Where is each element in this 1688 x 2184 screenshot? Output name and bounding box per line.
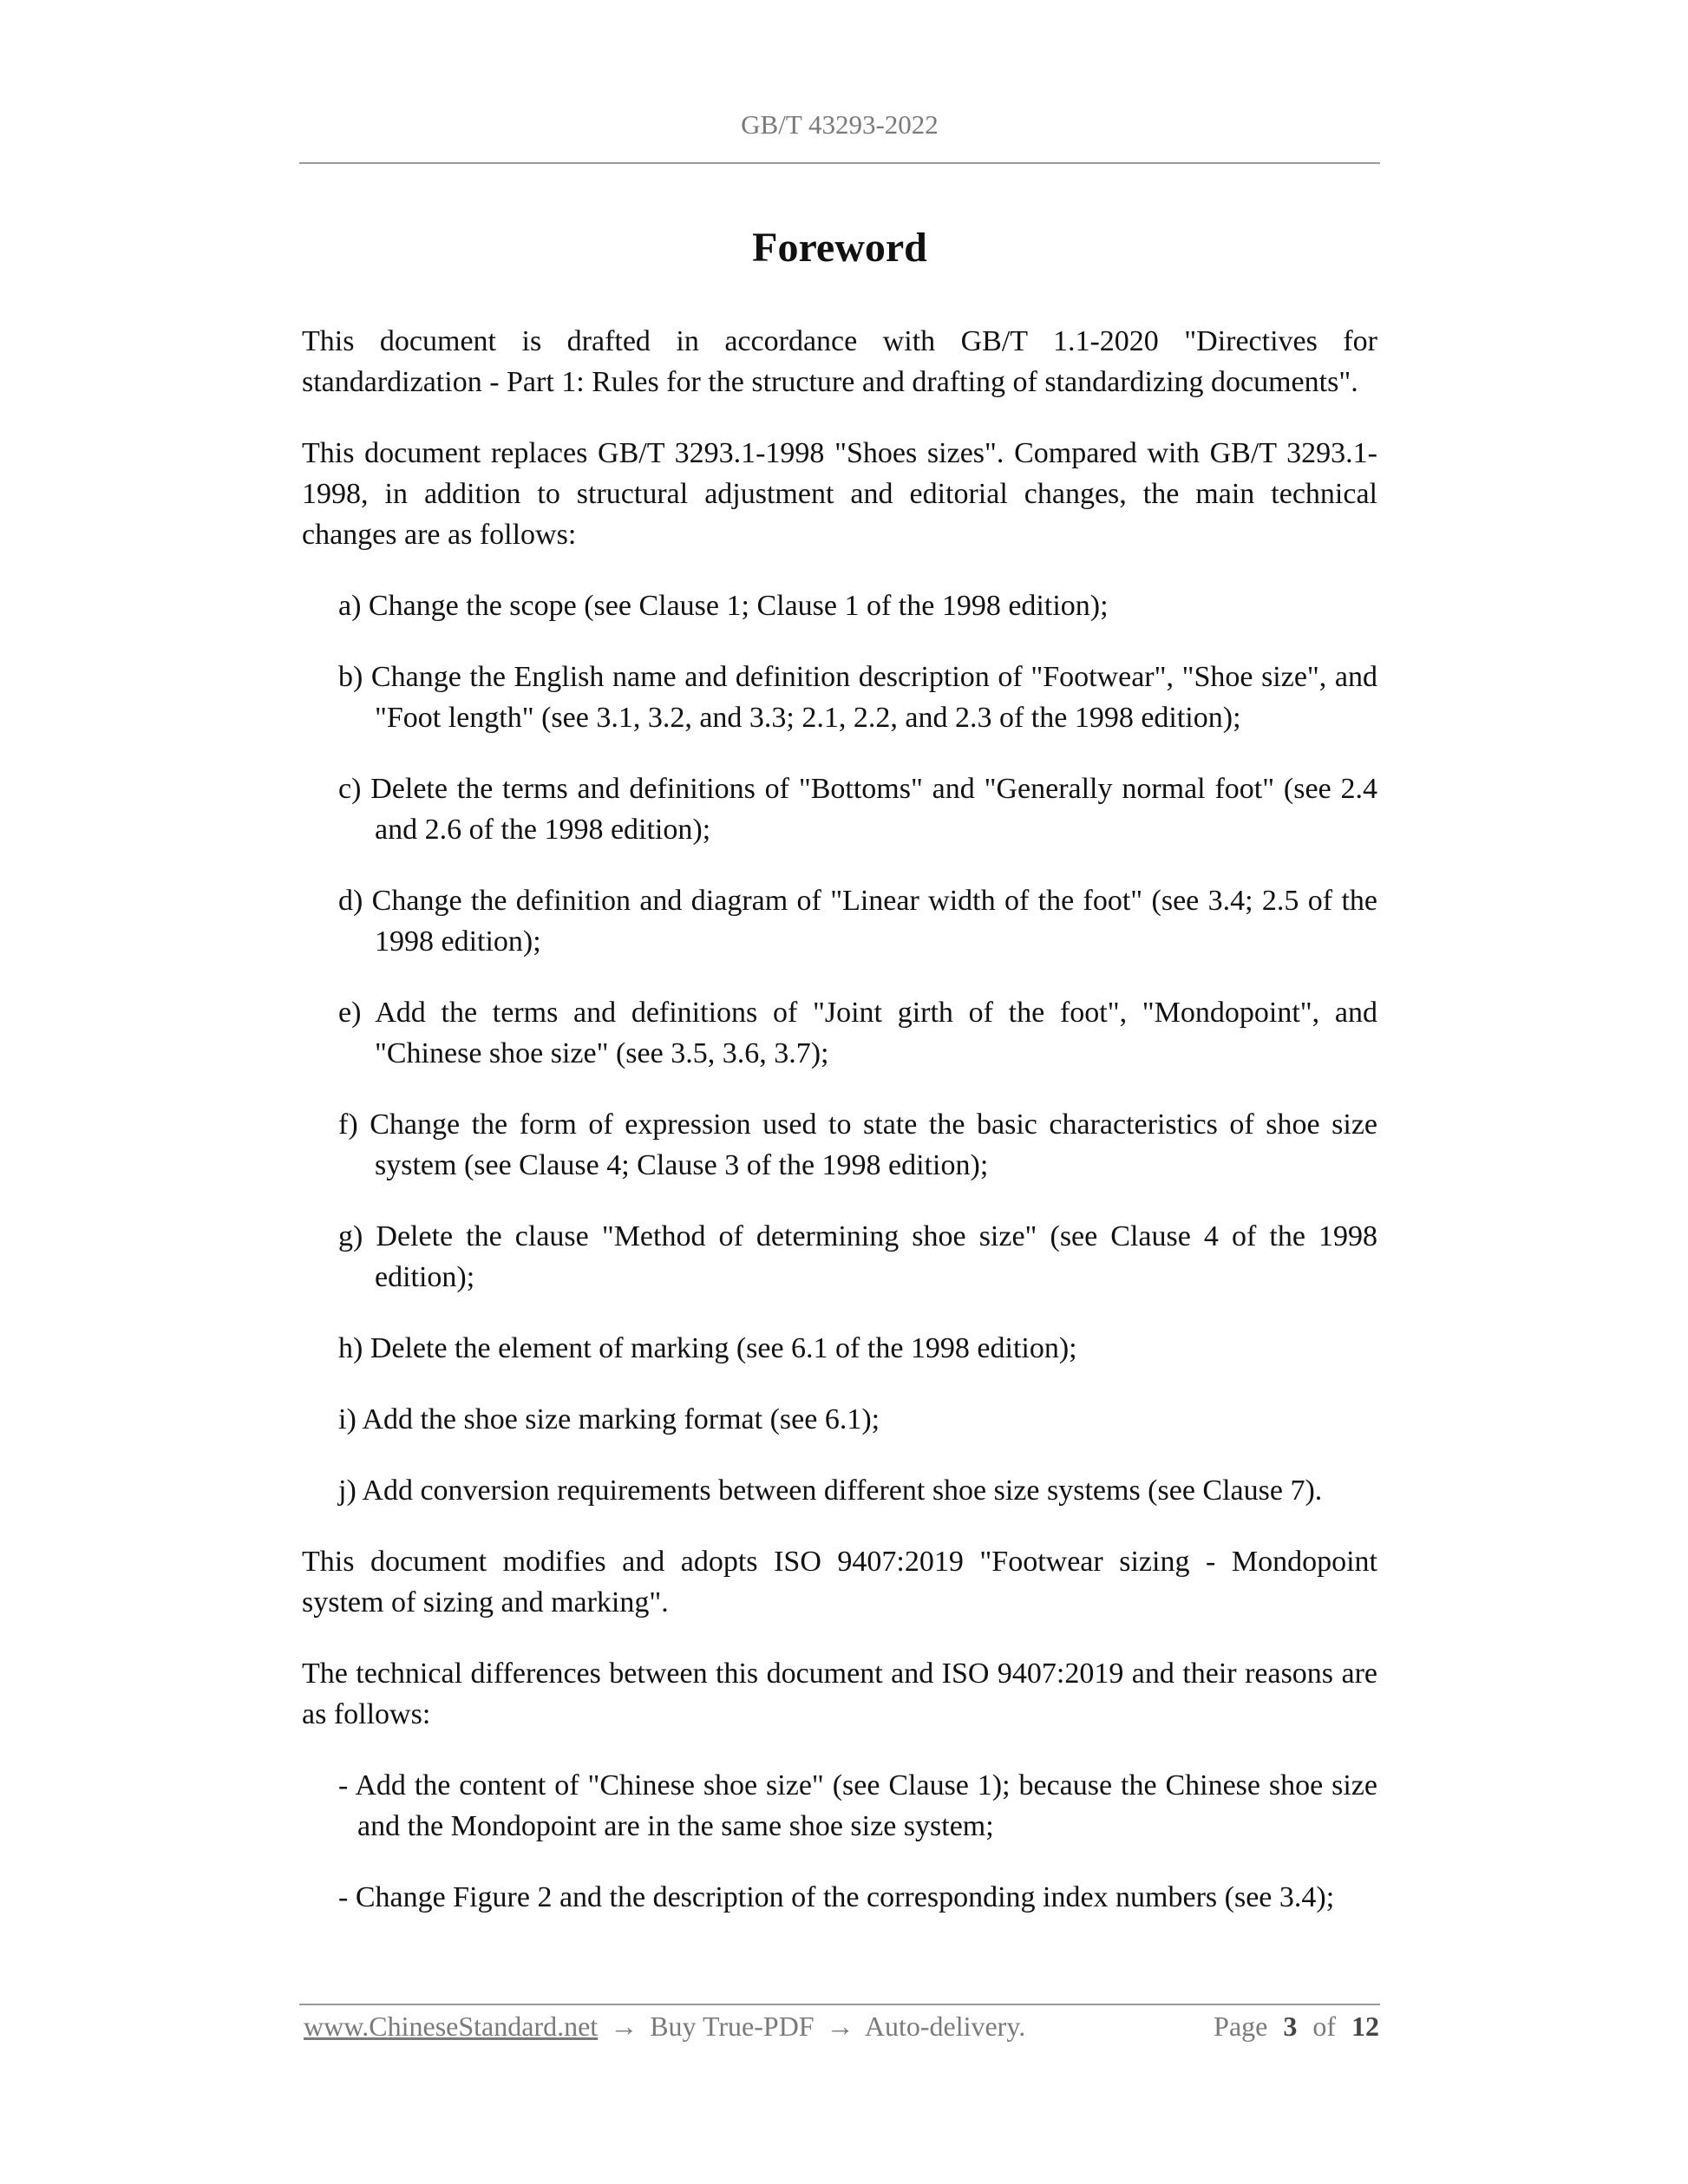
arrow-right-icon: → [610, 2011, 638, 2042]
list-item: e) Add the terms and definitions of "Joint girth of the foot", "Mondopoint", and "Chinese shoe size" (see 3.5, 3.6, 3.7); [338, 997, 1377, 1069]
intro-paragraph: This document is drafted in accordance with GB/T 1.1-2020 "Directives for standardization - Part 1: Rules for the structure and drafting of standardizing documents". [302, 325, 1377, 398]
differences-intro-paragraph: The technical differences between this document and ISO 9407:2019 and their reasons are as follows: [302, 1658, 1377, 1730]
list-item: b) Change the English name and definition description of "Footwear", "Shoe size", and "Foot length" (see 3.1, 3.2, and 3.3; 2.1, 2.2, and 2.3 of the 1998 edition); [338, 661, 1377, 734]
header-divider [299, 162, 1380, 164]
list-item: f) Change the form of expression used to state the basic characteristics of shoe size system (see Clause 4; Clause 3 of the 1998 edition); [338, 1108, 1377, 1181]
list-item: - Add the content of "Chinese shoe size" (see Clause 1); because the Chinese shoe size and the Mondopoint are in the same shoe size system; [338, 1769, 1377, 1842]
document-body [302, 321, 1377, 1948]
auto-delivery-text: Auto-delivery. [864, 2011, 1026, 2042]
list-item: a) Change the scope (see Clause 1; Clause 1 of the 1998 edition); [338, 590, 1109, 622]
site-link[interactable]: www.ChineseStandard.net [304, 2011, 599, 2042]
footer-divider [299, 2004, 1380, 2005]
page-of-label: of [1312, 2011, 1336, 2042]
page-current: 3 [1283, 2011, 1298, 2042]
replaces-paragraph: This document replaces GB/T 3293.1-1998 "Shoes sizes". Compared with GB/T 3293.1-1998, in addition to structural adjustment and editorial changes, the main technical changes are as follows: [302, 437, 1377, 551]
document-header: GB/T 43293-2022 [741, 109, 939, 140]
page-footer [304, 2011, 1379, 2043]
buy-pdf-text: Buy True-PDF [650, 2011, 815, 2042]
list-item: h) Delete the element of marking (see 6.1 of the 1998 edition); [338, 1332, 1077, 1364]
list-item: - Change Figure 2 and the description of the corresponding index numbers (see 3.4); [338, 1881, 1335, 1913]
list-item: g) Delete the clause "Method of determining shoe size" (see Clause 4 of the 1998 edition); [338, 1220, 1377, 1293]
adoption-paragraph: This document modifies and adopts ISO 9407:2019 "Footwear sizing - Mondopoint system of sizing and marking". [302, 1546, 1377, 1618]
list-item: d) Change the definition and diagram of "Linear width of the foot" (see 3.4; 2.5 of the 1998 edition); [338, 885, 1377, 958]
changes-list [302, 585, 1377, 1511]
page-title: Foreword [752, 225, 927, 271]
page-number [1214, 2011, 1379, 2043]
page-total: 12 [1351, 2011, 1379, 2042]
page-label: Page [1214, 2011, 1268, 2042]
arrow-right-icon: → [826, 2011, 854, 2042]
list-item: j) Add conversion requirements between different shoe size systems (see Clause 7). [338, 1475, 1323, 1507]
differences-list [302, 1765, 1377, 1918]
list-item: i) Add the shoe size marking format (see 6.1); [338, 1403, 880, 1435]
list-item: c) Delete the terms and definitions of "Bottoms" and "Generally normal foot" (see 2.4 and 2.6 of the 1998 edition); [338, 773, 1377, 846]
footer-links [304, 2011, 1025, 2043]
